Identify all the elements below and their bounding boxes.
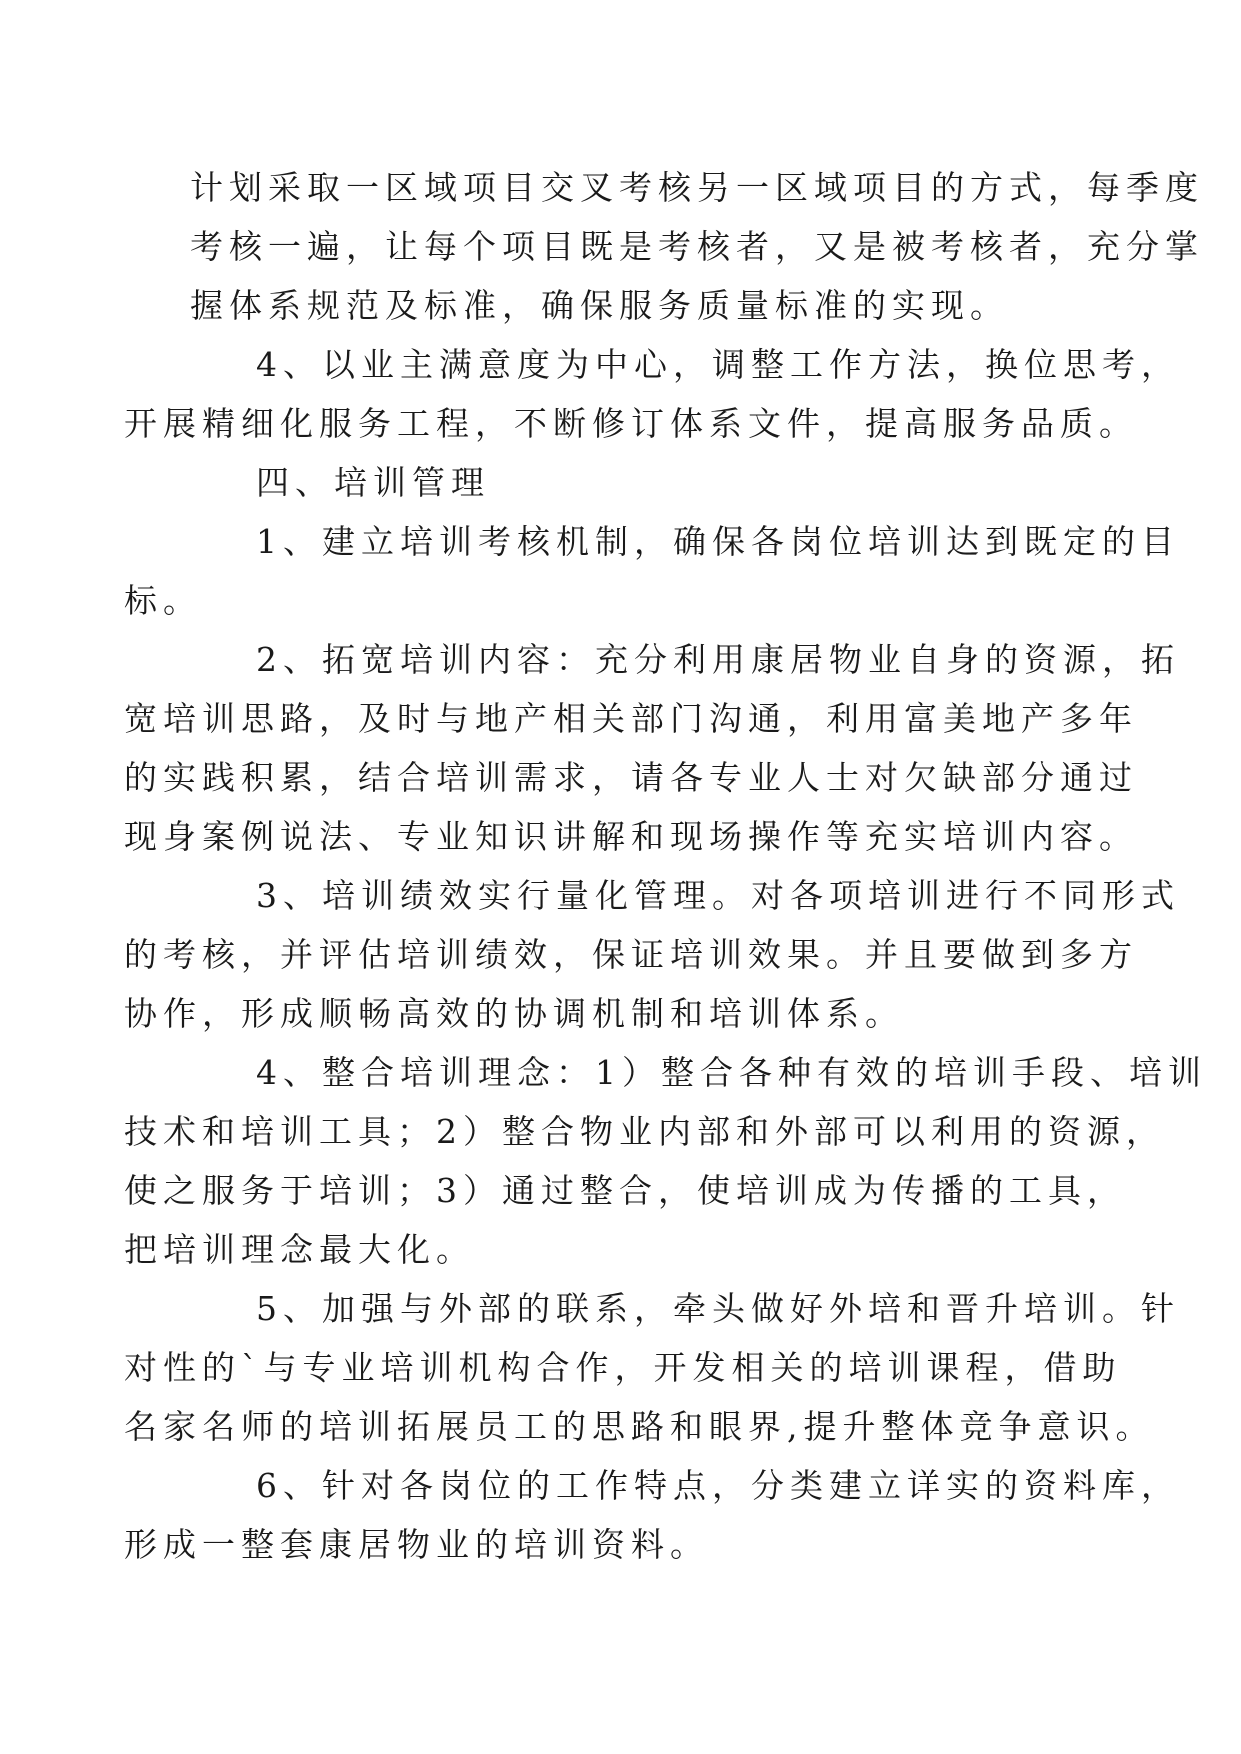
paragraph-6 <box>124 866 1180 1043</box>
text-line: 对性的`与专业培训机构合作，开发相关的培训课程，借助 <box>124 1348 1122 1387</box>
paragraph-2 <box>124 335 1180 453</box>
text-line: 4、整合培训理念：1）整合各种有效的培训手段、培训 <box>256 1053 1207 1092</box>
paragraph-5 <box>124 630 1180 866</box>
text-line: 标。 <box>124 581 202 620</box>
text-line: 考核一遍，让每个项目既是考核者，又是被考核者，充分掌 <box>190 227 1204 266</box>
text-line: 2、拓宽培训内容：充分利用康居物业自身的资源，拓 <box>256 640 1180 679</box>
document-body <box>124 158 1207 1574</box>
paragraph-4 <box>124 512 1180 630</box>
text-line: 技术和培训工具；2）整合物业内部和外部可以利用的资源， <box>124 1112 1165 1151</box>
paragraph-9 <box>124 1456 1180 1574</box>
heading-text: 四、培训管理 <box>256 463 490 502</box>
paragraph-7 <box>124 1043 1207 1279</box>
text-line: 1、建立培训考核机制，确保各岗位培训达到既定的目 <box>256 522 1180 561</box>
text-line: 使之服务于培训；3）通过整合，使培训成为传播的工具， <box>124 1171 1126 1210</box>
text-line: 4、以业主满意度为中心，调整工作方法，换位思考， <box>256 345 1180 384</box>
text-line: 宽培训思路，及时与地产相关部门沟通，利用富美地产多年 <box>124 699 1138 738</box>
text-line: 形成一整套康居物业的培训资料。 <box>124 1525 709 1564</box>
text-line: 3、培训绩效实行量化管理。对各项培训进行不同形式 <box>256 876 1180 915</box>
text-line: 的实践积累，结合培训需求，请各专业人士对欠缺部分通过 <box>124 758 1138 797</box>
text-line: 握体系规范及标准，确保服务质量标准的实现。 <box>190 286 1009 325</box>
text-line: 开展精细化服务工程，不断修订体系文件，提高服务品质。 <box>124 404 1138 443</box>
text-line: 6、针对各岗位的工作特点，分类建立详实的资料库， <box>256 1466 1180 1505</box>
text-line: 计划采取一区域项目交叉考核另一区域项目的方式，每季度 <box>190 168 1204 207</box>
paragraph-1 <box>190 158 1204 335</box>
text-line: 的考核，并评估培训绩效，保证培训效果。并且要做到多方 <box>124 935 1138 974</box>
text-line: 现身案例说法、专业知识讲解和现场操作等充实培训内容。 <box>124 817 1138 856</box>
paragraph-8 <box>124 1279 1180 1456</box>
text-line: 名家名师的培训拓展员工的思路和眼界,提升整体竞争意识。 <box>124 1407 1155 1446</box>
text-line: 5、加强与外部的联系，牵头做好外培和晋升培训。针 <box>256 1289 1180 1328</box>
text-line: 协作，形成顺畅高效的协调机制和培训体系。 <box>124 994 904 1033</box>
text-line: 把培训理念最大化。 <box>124 1230 475 1269</box>
section-heading <box>190 453 1070 512</box>
